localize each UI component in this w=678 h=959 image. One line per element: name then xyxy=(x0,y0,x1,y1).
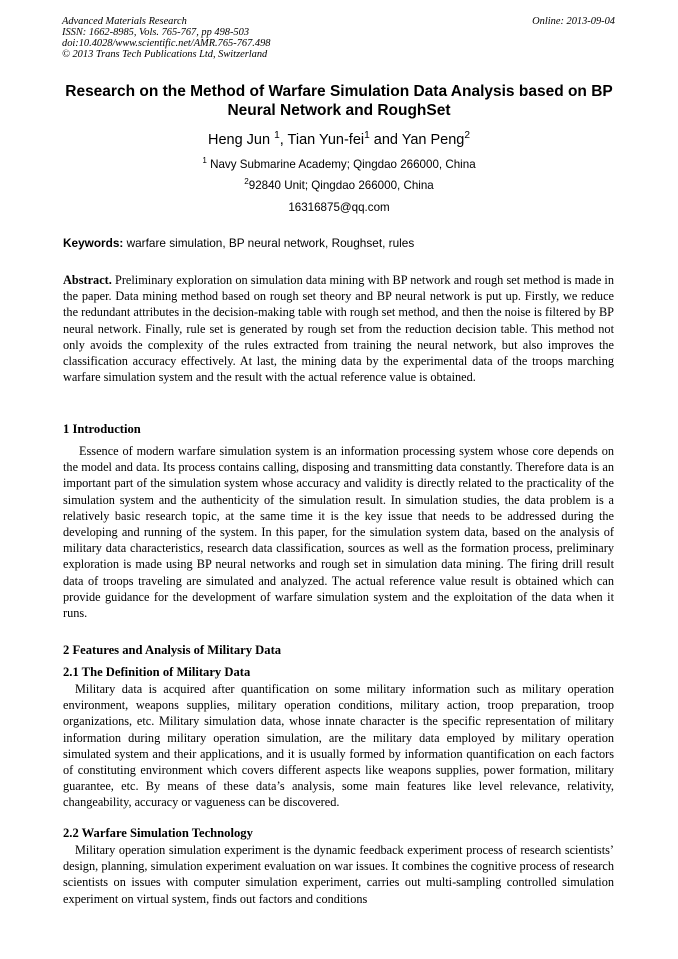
affiliation-1 xyxy=(0,158,678,172)
doi-line: doi:10.4028/www.scientific.net/AMR.765-767.498 xyxy=(62,38,271,49)
copyright-line: © 2013 Trans Tech Publications Ltd, Switzerland xyxy=(62,49,268,60)
contact-email: 16316875@qq.com xyxy=(288,201,390,214)
subsection-2-2-body xyxy=(63,842,614,907)
section-1-heading: 1 Introduction xyxy=(63,422,141,436)
author-3: Yan Peng xyxy=(401,132,465,148)
affiliation-1-text: Navy Submarine Academy; Qingdao 266000, China xyxy=(210,158,476,171)
author-2: Tian Yun-fei xyxy=(287,132,365,148)
keywords xyxy=(63,236,414,250)
keywords-text: warfare simulation, BP neural network, Roughset, rules xyxy=(126,236,415,250)
author-separator-and: and xyxy=(373,132,402,148)
subsection-2-2-paragraph: Military operation simulation experiment is the dynamic feedback experiment process of research scientists’ design, planning, simulation experiment evaluation on war issues. It combines the cognitive process of research scientists on issues with computer simulation experiment, carries out multi-sampling controlled simulation experiment on virtual system, finds out factors and conditions xyxy=(63,843,614,906)
section-1-body xyxy=(63,443,614,621)
abstract-label: Abstract. xyxy=(63,273,112,287)
author-1-affil: 1 xyxy=(274,130,280,142)
subsection-2-1-heading: 2.1 The Definition of Military Data xyxy=(63,665,251,679)
keywords-label: Keywords: xyxy=(63,236,124,250)
author-3-affil: 2 xyxy=(464,130,471,142)
abstract xyxy=(63,272,614,385)
online-date: Online: 2013-09-04 xyxy=(532,16,615,27)
subsection-2-1-paragraph: Military data is acquired after quantification on some military information such as military operation environment, weapons supplies, military operation conditions, military action, troop preparation, troop organizations, etc. Military simulation data, whose innate character is the specific representation of military information during military operation simulation, are the military data employed by military operation simulated system and their applications, and it is usually formed by information quantification on each factors of constituting environment which covers different aspects like weapons supplies, power formation, military guarantee, etc. By means of these data’s analysis, some main features like level relevance, relativity, changeability, accuracy or vagueness can be discovered. xyxy=(63,682,614,810)
author-list xyxy=(0,131,678,149)
paper-title: Research on the Method of Warfare Simulation Data Analysis based on BP Neural Network and RoughSet xyxy=(65,83,613,119)
abstract-text: Preliminary exploration on simulation data mining with BP network and rough set method is made in the paper. Data mining method based on rough set theory and BP neural network is put up. Firstly, we reduce the redundant attributes in the decision-making table with rough set method, and then the noise is filtered by BP neural network. Finally, rule set is generated by rough set from the reduction decision table. This method not only avoids the complexity of the rules extracted from training the neural network, but also improves the classification accuracy effectively. At last, the mining data by the experimental data of the troops marching warfare simulation system and the result with the actual reference value is obtained. xyxy=(63,273,614,385)
affiliation-2 xyxy=(0,179,678,193)
affiliation-2-marker: 2 xyxy=(244,177,249,187)
author-separator: , xyxy=(279,132,288,148)
author-1: Heng Jun xyxy=(207,132,271,148)
subsection-2-1-body xyxy=(63,681,614,811)
issn-line: ISSN: 1662-8985, Vols. 765-767, pp 498-503 xyxy=(62,27,250,38)
journal-metadata xyxy=(62,16,270,60)
subsection-2-2-heading: 2.2 Warfare Simulation Technology xyxy=(63,826,253,840)
author-2-affil: 1 xyxy=(364,130,370,142)
section-2-heading: 2 Features and Analysis of Military Data xyxy=(63,643,282,657)
section-1-paragraph: Essence of modern warfare simulation system is an information processing system whose core depends on the model and data. Its process contains calling, disposing and transmitting data constantly. Therefore data is an important part of the simulation system whose accuracy and validity is directly related to the practicality of the simulation system and the authenticity of the simulation result. In simulation studies, the data problem is a relatively basic research topic, at the same time it is the key issue that needs to be addressed during the developing and running of the system. In this paper, for the simulation system data, based on the analysis of military data characteristics, research data classification, sources as well as the formation process, preliminary exploration is made using BP neural networks and rough set in simulation data mining. The firing drill result data of troops traveling are simulated and analyzed. The actual reference value result is obtained which can provide guidance for the development of warfare simulation system and the exploitation of the data when it runs. xyxy=(63,444,614,621)
affiliation-1-marker: 1 xyxy=(202,156,207,166)
journal-name: Advanced Materials Research xyxy=(62,16,187,27)
affiliation-2-text: 92840 Unit; Qingdao 266000, China xyxy=(248,179,434,192)
